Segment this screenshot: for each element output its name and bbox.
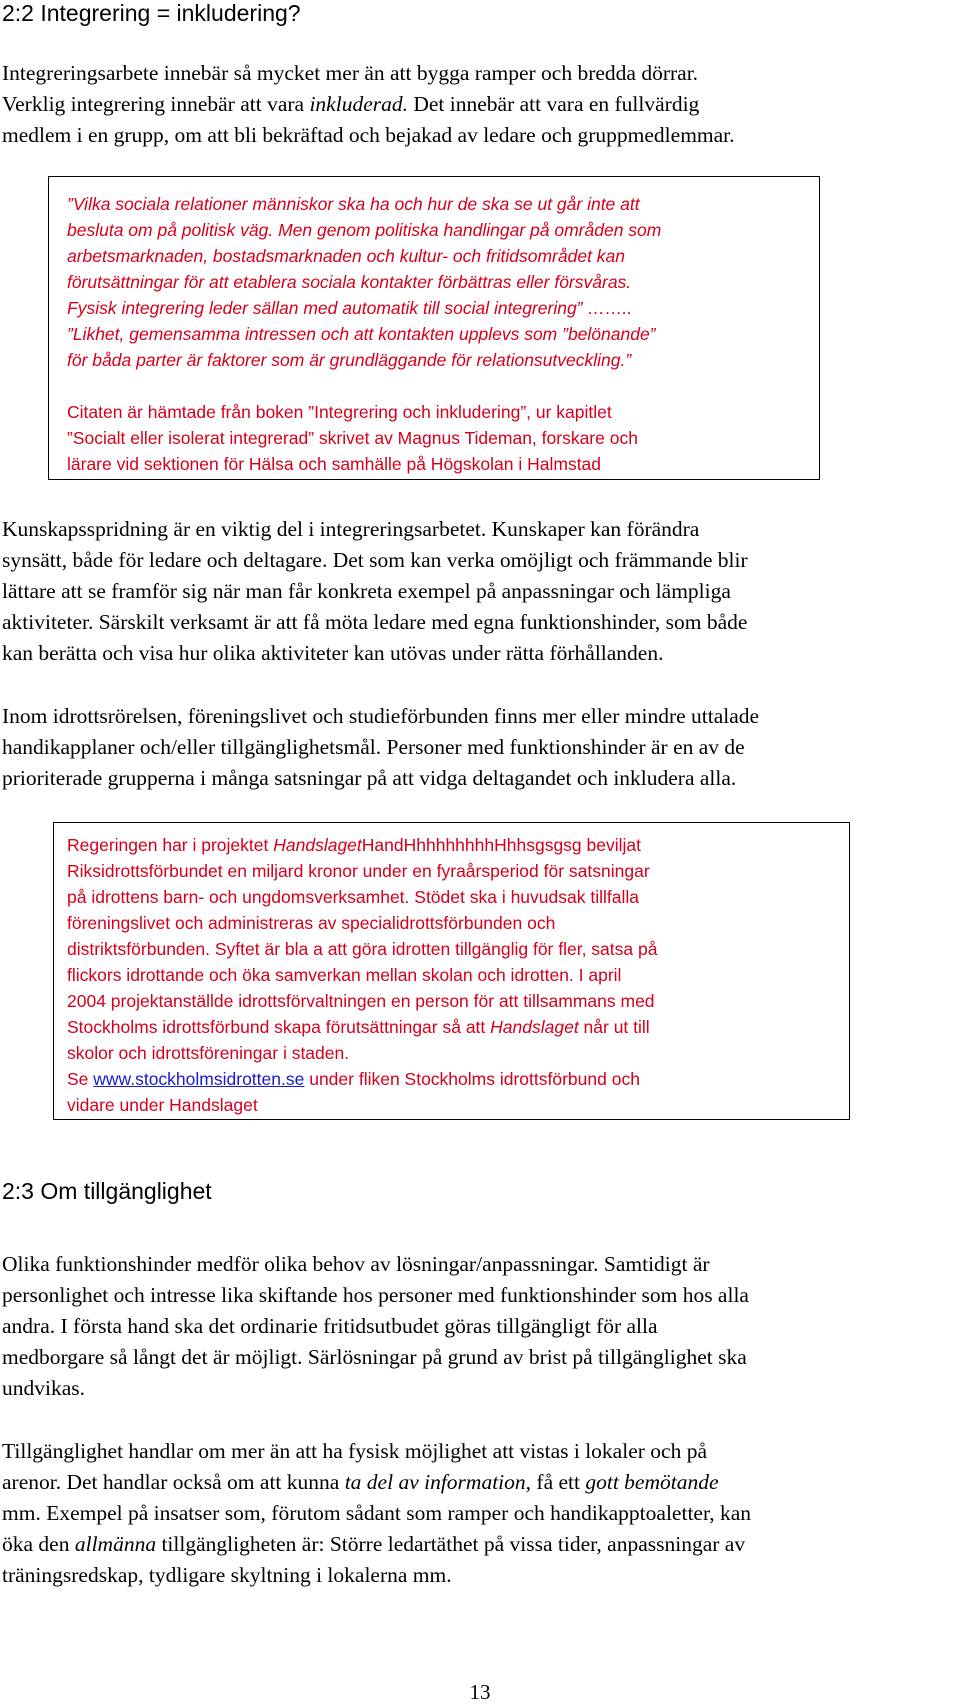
quote-line: Fysisk integrering leder sällan med automatik till social integrering” ……..	[67, 298, 633, 318]
paragraph-line: Olika funktionshinder medför olika behov av lösningar/anpassningar. Samtidigt är	[2, 1252, 710, 1276]
paragraph-line: medlem i en grupp, om att bli bekräftad och bejakad av ledare och gruppmedlemmar.	[2, 123, 735, 147]
emphasis-text: allmänna	[74, 1532, 157, 1556]
stockholmsidrotten-link[interactable]: www.stockholmsidrotten.se	[93, 1069, 305, 1089]
intro-paragraph	[2, 58, 952, 151]
box-line: på idrottens barn- och ungdomsverksamhet. Stödet ska i huvudsak tillfalla	[67, 887, 639, 907]
paragraph-line: mm. Exempel på insatser som, förutom sådant som ramper och handikapptoaletter, kan	[2, 1501, 752, 1525]
emphasis-text: gott bemötande	[585, 1470, 719, 1494]
section-heading-2-3: 2:3 Om tillgänglighet	[2, 1178, 212, 1204]
box-line: vidare under Handslaget	[67, 1095, 258, 1115]
emphasis-text: Handslaget	[490, 1017, 579, 1037]
quote-line: arbetsmarknaden, bostadsmarknaden och kultur- och fritidsområdet kan	[67, 246, 626, 266]
box-line	[67, 1066, 849, 1092]
paragraph-line: medborgare så långt det är möjligt. Särlösningar på grund av brist på tillgänglighet ska	[2, 1345, 747, 1369]
paragraph-line: undvikas.	[2, 1376, 86, 1400]
page-number: 13	[469, 1680, 491, 1704]
text-run: når ut till	[578, 1017, 650, 1037]
accessibility-paragraph-2	[2, 1436, 952, 1591]
paragraph-line: Integreringsarbete innebär så mycket mer än att bygga ramper och bredda dörrar.	[2, 61, 699, 85]
text-run: Se	[67, 1069, 94, 1089]
paragraph-line: kan berätta och visa hur olika aktiviteter kan utövas under rätta förhållanden.	[2, 641, 664, 665]
box-line: flickors idrottande och öka samverkan mellan skolan och idrotten. I april	[67, 965, 622, 985]
text-run: öka den	[2, 1532, 75, 1556]
text-run: Det innebär att vara en fullvärdig	[407, 92, 700, 116]
knowledge-paragraph	[2, 514, 952, 669]
paragraph-line: träningsredskap, tydligare skyltning i lokalerna mm.	[2, 1563, 452, 1587]
sports-paragraph	[2, 701, 952, 794]
emphasis-text: inkluderad.	[309, 92, 408, 116]
paragraph-line: andra. I första hand ska det ordinarie fritidsutbudet göras tillgängligt för alla	[2, 1314, 658, 1338]
text-run: Stockholms idrottsförbund skapa förutsättningar så att	[67, 1017, 491, 1037]
paragraph-line: personlighet och intresse lika skiftande hos personer med funktionshinder som hos alla	[2, 1283, 749, 1307]
paragraph-line: Kunskapsspridning är en viktig del i integreringsarbetet. Kunskaper kan förändra	[2, 517, 700, 541]
paragraph-line	[2, 1467, 952, 1498]
box-line: föreningslivet och administreras av specialidrottsförbunden och	[67, 913, 556, 933]
quote-source	[67, 399, 819, 477]
section-heading-2-2: 2:2 Integrering = inkludering?	[2, 0, 301, 26]
text-run: under fliken Stockholms idrottsförbund och	[304, 1069, 640, 1089]
paragraph-line: aktiviteter. Särskilt verksamt är att få möta ledare med egna funktionshinder, som både	[2, 610, 748, 634]
emphasis-text: ta del av information	[344, 1470, 526, 1494]
quote-text	[67, 191, 819, 373]
quote-line: ”Likhet, gemensamma intressen och att kontakten upplevs som ”belönande”	[67, 324, 656, 344]
quote-box	[48, 176, 820, 480]
box-line: skolor och idrottsföreningar i staden.	[67, 1043, 350, 1063]
source-line: Citaten är hämtade från boken ”Integrering och inkludering”, ur kapitlet	[67, 402, 612, 422]
box-line: distriktsförbunden. Syftet är bla a att göra idrotten tillgänglig för fler, satsa på	[67, 939, 658, 959]
text-run: , få ett	[525, 1470, 586, 1494]
text-run: tillgängligheten är: Större ledartäthet på vissa tider, anpassningar av	[156, 1532, 746, 1556]
text-run: Regeringen har i projektet	[67, 835, 274, 855]
paragraph-line: lättare att se framför sig när man får konkreta exempel på anpassningar och lämpliga	[2, 579, 731, 603]
emphasis-text: Handslaget	[273, 835, 362, 855]
quote-line: för båda parter är faktorer som är grundläggande för relationsutveckling.”	[67, 350, 632, 370]
box-line: 2004 projektanställde idrottsförvaltningen en person för att tillsammans med	[67, 991, 655, 1011]
source-line: ”Socialt eller isolerat integrerad” skrivet av Magnus Tideman, forskare och	[67, 428, 638, 448]
paragraph-line: prioriterade grupperna i många satsningar på att vidga deltagandet och inkludera alla.	[2, 766, 737, 790]
paragraph-line: Tillgänglighet handlar om mer än att ha fysisk möjlighet att vistas i lokaler och på	[2, 1439, 707, 1463]
accessibility-paragraph-1	[2, 1249, 952, 1404]
quote-line: förutsättningar för att etablera sociala kontakter förbättras eller försvåras.	[67, 272, 632, 292]
source-line: lärare vid sektionen för Hälsa och samhälle på Högskolan i Halmstad	[67, 454, 602, 474]
text-run: HandHhhhhhhhhHhhsgsgsg beviljat	[361, 835, 642, 855]
paragraph-line: synsätt, både för ledare och deltagare. Det som kan verka omöjligt och främmande blir	[2, 548, 748, 572]
paragraph-line: handikapplaner och/eller tillgänglighetsmål. Personer med funktionshinder är en av de	[2, 735, 745, 759]
handslaget-box	[53, 822, 850, 1120]
paragraph-line: Inom idrottsrörelsen, föreningslivet och studieförbunden finns mer eller mindre uttalade	[2, 704, 760, 728]
text-run: arenor. Det handlar också om att kunna	[2, 1470, 345, 1494]
paragraph-line	[2, 1529, 952, 1560]
box-line: Riksidrottsförbundet en miljard kronor under en fyraårsperiod för satsningar	[67, 861, 650, 881]
quote-line: ”Vilka sociala relationer människor ska ha och hur de ska se ut går inte att	[67, 194, 640, 214]
text-run: Verklig integrering innebär att vara	[2, 92, 310, 116]
box-line	[67, 832, 849, 858]
paragraph-line	[2, 89, 952, 120]
box-line	[67, 1014, 849, 1040]
quote-line: besluta om på politisk väg. Men genom politiska handlingar på områden som	[67, 220, 662, 240]
